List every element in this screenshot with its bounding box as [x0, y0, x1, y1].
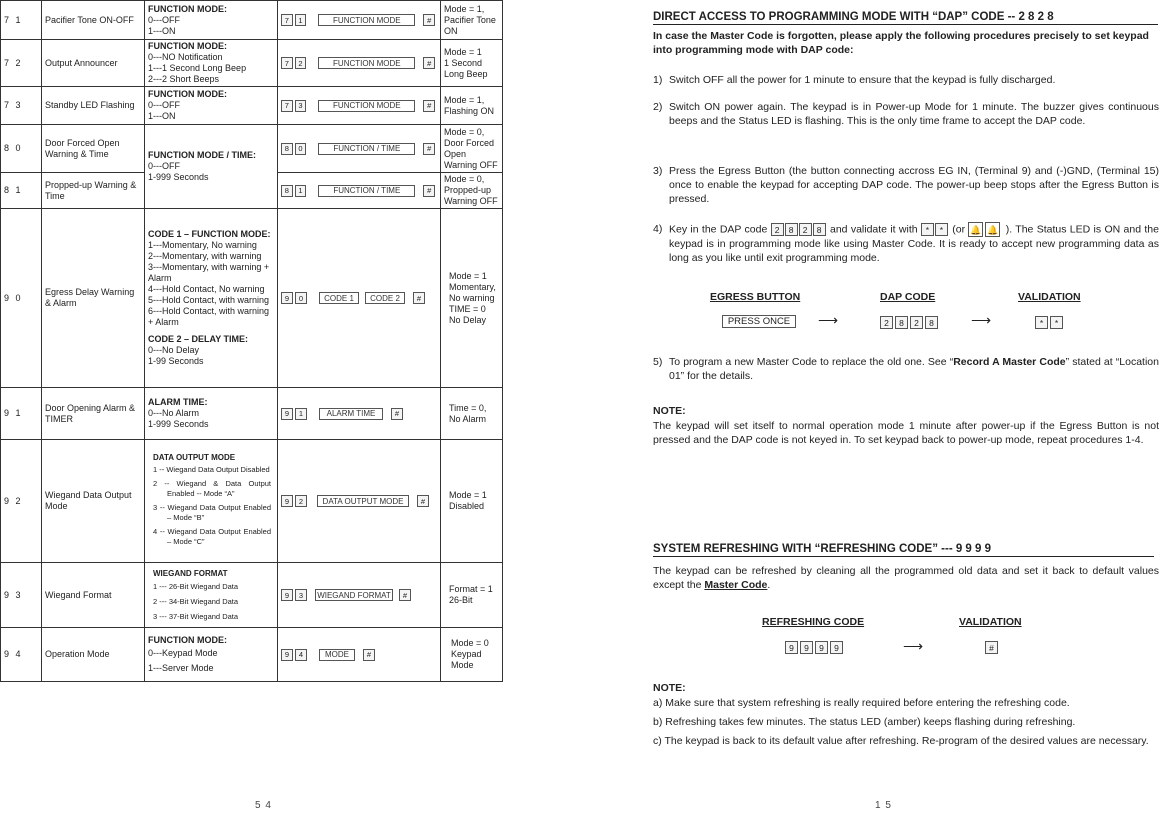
key-sequence-cell — [278, 388, 441, 440]
function-option: 0---OFF — [148, 14, 180, 25]
function-option: 0---OFF — [148, 100, 180, 110]
key-sequence-cell — [278, 563, 441, 628]
location-name: Door Forced Open Warning & Time — [42, 125, 145, 173]
location-name: Wiegand Data Output Mode — [42, 440, 145, 563]
dap-note-label: NOTE: — [653, 405, 686, 417]
right-page — [653, 0, 1159, 815]
function-option: 3 -- Wiegand Data Output Enabled – Mode “B” — [153, 502, 271, 522]
function-heading: CODE 1 – FUNCTION MODE: — [148, 229, 271, 239]
default-line: Format = 1 — [449, 584, 493, 594]
step-text: Switch OFF all the power for 1 minute to ensure that the keypad is fully discharged. — [669, 74, 1056, 86]
table-row — [1, 87, 503, 125]
function-option: 2 --- 34-Bit Wiegand Data — [153, 597, 239, 606]
default-cell — [441, 40, 503, 87]
step-number: 1) — [653, 74, 663, 86]
field-box: FUNCTION MODE — [318, 14, 415, 26]
default-line: Warning OFF — [444, 196, 498, 206]
default-line: Warning OFF — [444, 159, 498, 170]
refresh-intro — [653, 564, 1159, 592]
table-row — [1, 563, 503, 628]
key-sequence-cell — [278, 440, 441, 563]
function-option: 4 -- Wiegand Data Output Enabled – Mode “C” — [153, 526, 271, 546]
default-line: Time = 0, — [449, 402, 487, 413]
key-cap: 3 — [295, 589, 307, 601]
key-cap: 1 — [295, 14, 307, 26]
key-cap: 8 — [785, 223, 798, 236]
default-line: Mode — [451, 660, 474, 670]
field-box: WIEGAND FORMAT — [315, 589, 393, 601]
default-line: Mode = 0, — [444, 174, 485, 184]
default-line: TIME = 0 — [449, 303, 486, 314]
table-row — [1, 440, 503, 563]
step5-text-a: To program a new Master Code to replace the old one. See “ — [669, 356, 954, 368]
refresh-intro-text: The keypad can be refreshed by cleaning all the programmed old data and set it back to default values except the — [653, 565, 1159, 591]
function-option: 3 --- 37-Bit Wiegand Data — [153, 612, 239, 621]
default-line: No warning — [449, 292, 495, 303]
default-line: No Delay — [449, 314, 487, 325]
key-cap: 2 — [880, 316, 893, 329]
default-line: Mode = 1, — [444, 94, 485, 105]
dap-step-1 — [653, 73, 1159, 87]
key-cap: 9 — [815, 641, 828, 654]
key-cap: 7 — [281, 14, 293, 26]
function-heading: WIEGAND FORMAT — [153, 569, 228, 578]
key-cap: 2 — [295, 495, 307, 507]
function-cell — [145, 1, 278, 40]
field-box: CODE 2 — [365, 292, 405, 304]
refresh-intro-end: . — [767, 579, 771, 591]
function-option: 1-99 Seconds — [148, 356, 204, 366]
key-cap: 9 — [800, 641, 813, 654]
key-cap: 8 — [895, 316, 908, 329]
function-option: 1---1 Second Long Beep — [148, 63, 247, 73]
default-line: Mode = 1 — [444, 46, 482, 57]
function-option: 1---Momentary, No warning — [148, 240, 257, 250]
function-option: 4---Hold Contact, No warning — [148, 284, 265, 294]
key-cap: 0 — [295, 292, 307, 304]
hash-key: # — [417, 495, 429, 507]
hash-key: # — [423, 14, 435, 26]
function-cell — [145, 40, 278, 87]
function-option: 1---ON — [148, 25, 176, 36]
function-heading: FUNCTION MODE / TIME: — [148, 150, 256, 160]
star-key: * — [1035, 316, 1048, 329]
dap-intro: In case the Master Code is forgotten, please apply the following procedures precisely to set keypad into programming mode with DAP code: — [653, 30, 1149, 56]
key-cap: 2 — [771, 223, 784, 236]
default-line: Disabled — [449, 501, 485, 511]
refresh-note-b: b) Refreshing takes few minutes. The status LED (amber) keeps flashing during refreshing. — [653, 716, 1076, 728]
key-sequence-cell — [278, 628, 441, 682]
default-line: Pacifier Tone — [444, 14, 496, 25]
key-cap: 9 — [281, 408, 293, 420]
function-heading: FUNCTION MODE: — [148, 89, 227, 99]
location-address: 9 4 — [1, 628, 42, 682]
hash-key: # — [985, 641, 998, 654]
default-line: Momentary, — [449, 281, 496, 292]
refresh-validation-label: VALIDATION — [959, 616, 1022, 628]
key-cap: 8 — [281, 143, 293, 155]
default-line: 26-Bit — [449, 595, 473, 605]
key-cap: 2 — [295, 57, 307, 69]
step-number: 2) — [653, 101, 663, 113]
refresh-code-keys — [785, 641, 845, 654]
validation-label: VALIDATION — [1018, 291, 1081, 303]
key-cap: 1 — [295, 185, 307, 197]
refresh-validation-keys — [985, 641, 1000, 654]
page-number: 5 4 — [255, 800, 272, 811]
field-box: CODE 1 — [319, 292, 359, 304]
hash-key: # — [423, 185, 435, 197]
function-option: 2---2 Short Beeps — [148, 74, 220, 84]
field-box: ALARM TIME — [319, 408, 383, 420]
location-address: 8 0 — [1, 125, 42, 173]
key-cap: 8 — [813, 223, 826, 236]
default-line: Keypad — [451, 649, 482, 659]
dap-step-2 — [653, 100, 1159, 128]
key-cap: 8 — [281, 185, 293, 197]
step4-text-c: (or — [952, 223, 966, 236]
key-cap: 9 — [281, 495, 293, 507]
default-cell — [441, 125, 503, 173]
field-box: FUNCTION / TIME — [318, 143, 415, 155]
default-cell — [441, 440, 503, 563]
field-box: FUNCTION MODE — [318, 100, 415, 112]
location-name: Propped-up Warning & Time — [42, 173, 145, 209]
hash-key: # — [423, 100, 435, 112]
function-heading: FUNCTION MODE: — [148, 3, 227, 14]
programming-table — [0, 0, 503, 682]
hash-key: # — [413, 292, 425, 304]
key-cap: 9 — [785, 641, 798, 654]
step4-text-d: ). The Status LED is ON and the keypad is in programming mode like using Master Code. It is ready to accept new programming data as long as you like until exit programming mode. — [669, 223, 1159, 264]
key-sequence-cell — [278, 209, 441, 388]
key-sequence-cell — [278, 173, 441, 209]
function-heading: FUNCTION MODE: — [148, 41, 227, 51]
default-cell — [441, 563, 503, 628]
default-line: No Alarm — [449, 413, 487, 424]
table-row — [1, 125, 503, 173]
dap-code-label: DAP CODE — [880, 291, 936, 303]
arrow-right-icon: ⟶ — [818, 312, 839, 328]
location-address: 9 2 — [1, 440, 42, 563]
hash-key: # — [423, 143, 435, 155]
bell-icon: 🔔 — [968, 222, 983, 237]
key-sequence-cell — [278, 125, 441, 173]
function-option: 2---Momentary, with warning — [148, 251, 262, 261]
dap-note-text: The keypad will set itself to normal operation mode 1 minute after power-up if the Egress Button is not pressed and the DAP code is not keyed in. To set keypad back to power-up mode, repeat procedures 1-4. — [653, 420, 1159, 446]
default-line: Mode = 1 — [449, 490, 487, 500]
step4-text-b: and validate it with — [829, 223, 918, 236]
field-box: DATA OUTPUT MODE — [317, 495, 409, 507]
key-cap: 0 — [295, 143, 307, 155]
function-option: 2 -- Wiegand & Data Output Enabled -- Mode “A” — [153, 478, 271, 498]
table-row — [1, 628, 503, 682]
function-cell — [145, 388, 278, 440]
location-name: Door Opening Alarm & TIMER — [42, 388, 145, 440]
table-row — [1, 1, 503, 40]
default-cell — [441, 628, 503, 682]
function-heading: CODE 2 – DELAY TIME: — [148, 334, 249, 344]
function-option: 1-999 Seconds — [148, 172, 209, 182]
location-address: 7 1 — [1, 1, 42, 40]
left-page — [0, 0, 502, 815]
dap-step-5 — [653, 355, 1159, 383]
location-address: 7 2 — [1, 40, 42, 87]
function-cell — [145, 563, 278, 628]
location-address: 9 0 — [1, 209, 42, 388]
key-sequence-cell — [278, 87, 441, 125]
key-cap: 9 — [830, 641, 843, 654]
function-cell — [145, 125, 278, 209]
field-box: FUNCTION MODE — [318, 57, 415, 69]
refreshing-code-label: REFRESHING CODE — [762, 616, 865, 628]
location-name: Egress Delay Warning & Alarm — [42, 209, 145, 388]
hash-key: # — [423, 57, 435, 69]
function-option: 0---NO Notification — [148, 52, 223, 62]
location-address: 9 3 — [1, 563, 42, 628]
function-option: 0---OFF — [148, 161, 180, 171]
step-number: 3) — [653, 165, 663, 177]
function-option: 0---Keypad Mode — [148, 648, 218, 658]
default-line: Propped-up — [444, 185, 492, 195]
default-line: Mode = 0 — [451, 638, 489, 648]
step-text — [669, 222, 1159, 265]
dap-section-title: DIRECT ACCESS TO PROGRAMMING MODE WITH “DAP” CODE -- 2 8 2 8 — [653, 11, 1158, 25]
star-key: * — [1050, 316, 1063, 329]
default-line: Mode = 1 — [449, 270, 487, 281]
arrow-right-icon: ⟶ — [971, 312, 992, 328]
default-cell — [441, 1, 503, 40]
dap-step-4 — [653, 222, 1159, 265]
default-line: Mode = 1, — [444, 3, 485, 14]
function-cell — [145, 628, 278, 682]
location-name: Wiegand Format — [42, 563, 145, 628]
hash-key: # — [391, 408, 403, 420]
key-cap: 3 — [295, 100, 307, 112]
table-row — [1, 40, 503, 87]
location-address: 9 1 — [1, 388, 42, 440]
step-text: Switch ON power again. The keypad is in Power-up Mode for 1 minute. The buzzer gives continuous beeps and the Status LED is flashing. This is the only time frame to accept the DAP code. — [669, 101, 1159, 127]
key-cap: 9 — [281, 649, 293, 661]
step-text — [669, 355, 1159, 383]
function-option: 5---Hold Contact, with warning — [148, 295, 270, 305]
location-name: Standby LED Flashing — [42, 87, 145, 125]
refresh-note-label: NOTE: — [653, 682, 686, 694]
key-cap: 1 — [295, 408, 307, 420]
function-heading: ALARM TIME: — [148, 397, 208, 407]
dap-step-3 — [653, 164, 1159, 206]
step-number: 4) — [653, 223, 663, 235]
star-keys — [921, 223, 949, 236]
refresh-note-c: c) The keypad is back to its default value after refreshing. Re-program of the desired values are necessary. — [653, 735, 1149, 747]
function-option: 6---Hold Contact, with warning + Alarm — [148, 306, 270, 327]
step5-link-text: Record A Master Code — [953, 356, 1066, 368]
key-cap: 9 — [281, 292, 293, 304]
key-cap: 8 — [925, 316, 938, 329]
default-line: Flashing ON — [444, 105, 495, 116]
press-once-box: PRESS ONCE — [722, 315, 796, 328]
dap-code-keys — [771, 223, 827, 236]
hash-key: # — [363, 649, 375, 661]
function-heading: FUNCTION MODE: — [148, 635, 227, 645]
function-cell — [145, 87, 278, 125]
default-line: Open — [444, 148, 467, 159]
key-cap: 9 — [281, 589, 293, 601]
function-option: 1 --- 26-Bit Wiegand Data — [153, 582, 239, 591]
step-number: 5) — [653, 356, 663, 368]
key-cap: 4 — [295, 649, 307, 661]
key-cap: 2 — [799, 223, 812, 236]
default-cell — [441, 388, 503, 440]
location-name: Output Announcer — [42, 40, 145, 87]
default-cell — [441, 87, 503, 125]
bell-icon: 🔔 — [985, 222, 1000, 237]
page-number: 1 5 — [875, 800, 892, 811]
default-cell — [441, 209, 503, 388]
default-line: Long Beep — [444, 68, 488, 79]
dap-code-diagram-keys — [880, 316, 940, 329]
step-text: Press the Egress Button (the button connecting accross EG IN, (Terminal 9) and (-)GND, (Terminal 15) once to enable the keypad for accepting DAP code. The power-up beep stops after the Egress Button is pressed. — [669, 165, 1159, 205]
key-sequence-cell — [278, 1, 441, 40]
function-option: 1 -- Wiegand Data Output Disabled — [153, 464, 270, 474]
step4-text-a: Key in the DAP code — [669, 223, 768, 236]
star-key: * — [921, 223, 934, 236]
key-cap: 2 — [910, 316, 923, 329]
function-heading: DATA OUTPUT MODE — [153, 452, 236, 462]
hash-key: # — [399, 589, 411, 601]
table-row — [1, 388, 503, 440]
function-option: 1---Server Mode — [148, 663, 214, 673]
validation-diagram-keys — [1035, 316, 1065, 329]
function-option: 0---No Alarm — [148, 408, 200, 418]
refresh-note-a: a) Make sure that system refreshing is really required before entering the refreshing code. — [653, 697, 1070, 709]
star-key: * — [935, 223, 948, 236]
field-box: MODE — [319, 649, 355, 661]
default-line: Door Forced — [444, 137, 495, 148]
key-sequence-cell — [278, 40, 441, 87]
key-cap: 7 — [281, 100, 293, 112]
location-address: 8 1 — [1, 173, 42, 209]
default-line: 1 Second — [444, 57, 483, 68]
function-option: 1---ON — [148, 111, 176, 121]
function-cell — [145, 209, 278, 388]
default-line: Mode = 0, — [444, 126, 485, 137]
refresh-section-title: SYSTEM REFRESHING WITH “REFRESHING CODE” --- 9 9 9 9 — [653, 543, 1154, 557]
table-row — [1, 209, 503, 388]
key-cap: 7 — [281, 57, 293, 69]
location-name: Operation Mode — [42, 628, 145, 682]
function-option: 0---No Delay — [148, 345, 200, 355]
function-option: 3---Momentary, with warning + Alarm — [148, 262, 270, 283]
arrow-right-icon: ⟶ — [903, 638, 924, 654]
field-box: FUNCTION / TIME — [318, 185, 415, 197]
function-cell — [145, 440, 278, 563]
refresh-master-code: Master Code — [704, 579, 768, 591]
function-option: 1-999 Seconds — [148, 419, 209, 429]
default-line: ON — [444, 25, 458, 36]
location-address: 7 3 — [1, 87, 42, 125]
default-cell — [441, 173, 503, 209]
egress-button-label: EGRESS BUTTON — [710, 291, 801, 303]
step5-text-c: ” stated at “Location 01” for the details. — [669, 356, 1159, 382]
location-name: Pacifier Tone ON-OFF — [42, 1, 145, 40]
